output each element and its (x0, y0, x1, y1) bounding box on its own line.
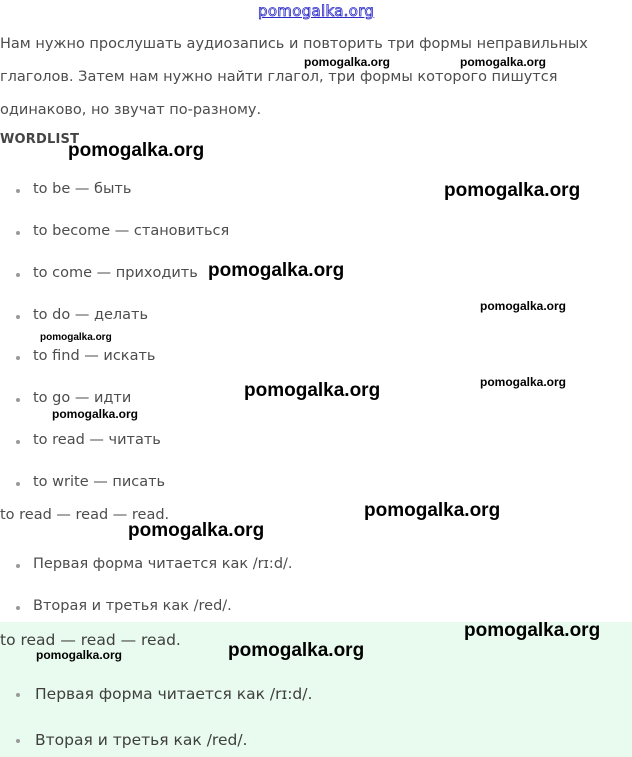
bullet-icon (16, 482, 20, 486)
bullet-icon (16, 398, 20, 402)
watermark: pomogalka.org (36, 648, 123, 662)
bullet-icon (16, 315, 20, 319)
watermark: pomogalka.org (444, 180, 581, 201)
answer-forms-line: to read — read — read. (0, 631, 181, 649)
bullet-icon (16, 606, 20, 610)
watermark: pomogalka.org (228, 640, 365, 661)
watermark: pomogalka.org (68, 140, 205, 161)
bullet-icon (16, 739, 20, 743)
wordlist-item-text: to go — идти (33, 390, 132, 406)
wordlist-item-text: to be — быть (33, 181, 132, 197)
wordlist-item-text: to become — становиться (33, 223, 230, 239)
bullet-icon (16, 273, 20, 277)
wordlist-item-text: to find — искать (33, 348, 156, 364)
site-logo[interactable]: pomogalka.org (258, 2, 375, 20)
wordlist-item-text: to do — делать (33, 307, 149, 323)
wordlist-item-text: to write — писать (33, 474, 166, 490)
example-forms-line: to read — read — read. (0, 507, 170, 523)
example-note-text: Вторая и третья как /red/. (33, 598, 232, 614)
watermark: pomogalka.org (460, 55, 547, 69)
wordlist-item-text: to come — приходить (33, 265, 198, 281)
watermark: pomogalka.org (464, 620, 601, 641)
bullet-icon (16, 440, 20, 444)
watermark: pomogalka.org (244, 380, 381, 401)
bullet-icon (16, 231, 20, 235)
watermark: pomogalka.org (480, 299, 567, 313)
watermark: pomogalka.org (52, 407, 139, 421)
example-note-text: Первая форма читается как /rɪ:d/. (33, 556, 293, 572)
watermark: pomogalka.org (304, 55, 391, 69)
watermark: pomogalka.org (364, 500, 501, 521)
wordlist-item-text: to read — читать (33, 432, 161, 448)
bullet-icon (16, 693, 20, 697)
bullet-icon (16, 356, 20, 360)
answer-note-text: Вторая и третья как /red/. (35, 731, 248, 749)
bullet-icon (16, 564, 20, 568)
answer-note-text: Первая форма читается как /rɪ:d/. (35, 685, 313, 703)
watermark: pomogalka.org (40, 332, 112, 343)
intro-paragraph: Нам нужно прослушать аудиозапись и повторить три формы неправильных глаголов. Затем нам нужно найти глагол, три формы которого пишутся одинаково, но звучат по-разному. (0, 36, 588, 118)
bullet-icon (16, 189, 20, 193)
watermark: pomogalka.org (128, 520, 265, 541)
watermark: pomogalka.org (208, 260, 345, 281)
wordlist-heading: WORDLIST (0, 132, 80, 147)
watermark: pomogalka.org (480, 375, 567, 389)
